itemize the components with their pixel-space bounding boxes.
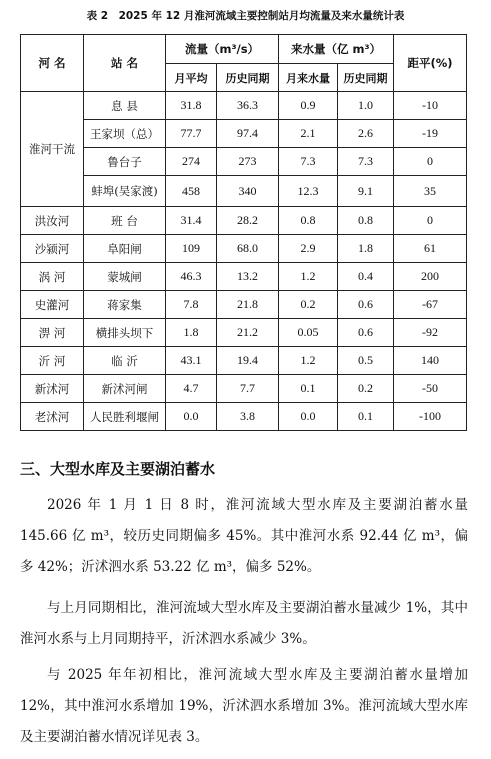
cell-station: 班 台 — [84, 207, 166, 235]
cell-volume: 7.3 — [279, 148, 338, 176]
cell-flow-avg: 0.0 — [166, 403, 217, 431]
cell-volume-hist: 0.6 — [338, 319, 394, 347]
cell-volume-hist: 0.2 — [338, 375, 394, 403]
cell-volume: 1.2 — [279, 263, 338, 291]
cell-station: 王家坝（总） — [84, 120, 166, 148]
cell-station: 蒙城闸 — [84, 263, 166, 291]
table-row — [21, 120, 467, 148]
cell-flow-avg: 46.3 — [166, 263, 217, 291]
table-row — [21, 235, 467, 263]
cell-volume-hist: 0.1 — [338, 403, 394, 431]
table-body — [21, 92, 467, 431]
cell-flow-hist: 340 — [217, 176, 279, 207]
cell-river: 新沭河 — [21, 375, 84, 403]
cell-anomaly: 61 — [394, 235, 467, 263]
cell-volume-hist: 9.1 — [338, 176, 394, 207]
cell-river: 淮河干流 — [21, 92, 84, 207]
cell-volume-hist: 0.6 — [338, 291, 394, 319]
cell-anomaly: -19 — [394, 120, 467, 148]
cell-flow-hist: 19.4 — [217, 347, 279, 375]
flow-statistics-table — [20, 34, 467, 431]
cell-flow-hist: 21.2 — [217, 319, 279, 347]
cell-flow-avg: 43.1 — [166, 347, 217, 375]
cell-anomaly: 0 — [394, 148, 467, 176]
table-caption: 表 2 2025 年 12 月淮河流域主要控制站月均流量及来水量统计表 — [86, 10, 405, 22]
cell-flow-avg: 109 — [166, 235, 217, 263]
cell-station: 横排头坝下 — [84, 319, 166, 347]
table-row — [21, 375, 467, 403]
cell-volume: 0.9 — [279, 92, 338, 120]
cell-volume-hist: 7.3 — [338, 148, 394, 176]
cell-anomaly: -92 — [394, 319, 467, 347]
header-river: 河 名 — [21, 35, 84, 92]
cell-anomaly: -67 — [394, 291, 467, 319]
cell-flow-hist: 3.8 — [217, 403, 279, 431]
cell-flow-hist: 273 — [217, 148, 279, 176]
header-flow-hist: 历史同期 — [217, 64, 279, 92]
cell-river: 史灌河 — [21, 291, 84, 319]
cell-station: 人民胜利堰闸 — [84, 403, 166, 431]
section-title: 三、大型水库及主要湖泊蓄水 — [20, 460, 216, 478]
cell-volume-hist: 1.0 — [338, 92, 394, 120]
table-row — [21, 263, 467, 291]
cell-anomaly: 0 — [394, 207, 467, 235]
header-vol-hist: 历史同期 — [338, 64, 394, 92]
table-row — [21, 319, 467, 347]
table-row — [21, 92, 467, 120]
cell-river: 沂 河 — [21, 347, 84, 375]
cell-flow-avg: 4.7 — [166, 375, 217, 403]
header-volume: 来水量（亿 m³） — [279, 35, 394, 64]
cell-anomaly: 200 — [394, 263, 467, 291]
cell-flow-avg: 274 — [166, 148, 217, 176]
cell-station: 新沭河闸 — [84, 375, 166, 403]
table-row — [21, 291, 467, 319]
cell-station: 蒋家集 — [84, 291, 166, 319]
cell-river: 沙颍河 — [21, 235, 84, 263]
table-row — [21, 347, 467, 375]
cell-river: 洪汝河 — [21, 207, 84, 235]
cell-station: 鲁台子 — [84, 148, 166, 176]
cell-volume: 0.1 — [279, 375, 338, 403]
cell-river: 涡 河 — [21, 263, 84, 291]
cell-flow-avg: 7.8 — [166, 291, 217, 319]
paragraph-3: 与 2025 年年初相比，淮河流域大型水库及主要湖泊蓄水量增加 12%，其中淮河水系增加 19%，沂沭泗水系增加 3%。淮河流域大型水库及主要湖泊蓄水情况详见表 3。 — [20, 667, 468, 745]
cell-flow-avg: 31.4 — [166, 207, 217, 235]
cell-flow-avg: 77.7 — [166, 120, 217, 148]
header-anomaly: 距平(%) — [394, 35, 467, 92]
table-row — [21, 176, 467, 207]
header-vol-month: 月来水量 — [279, 64, 338, 92]
cell-station: 蚌埠(吴家渡) — [84, 176, 166, 207]
cell-flow-hist: 36.3 — [217, 92, 279, 120]
cell-flow-hist: 21.8 — [217, 291, 279, 319]
cell-volume: 0.05 — [279, 319, 338, 347]
cell-volume-hist: 0.5 — [338, 347, 394, 375]
cell-volume: 12.3 — [279, 176, 338, 207]
cell-station: 临 沂 — [84, 347, 166, 375]
cell-anomaly: -50 — [394, 375, 467, 403]
cell-flow-avg: 1.8 — [166, 319, 217, 347]
cell-station: 息 县 — [84, 92, 166, 120]
table-row — [21, 403, 467, 431]
cell-anomaly: -100 — [394, 403, 467, 431]
cell-flow-hist: 13.2 — [217, 263, 279, 291]
paragraph-2: 与上月同期相比，淮河流域大型水库及主要湖泊蓄水量减少 1%，其中淮河水系与上月同期持平，沂沭泗水系减少 3%。 — [20, 600, 468, 647]
cell-volume: 0.2 — [279, 291, 338, 319]
header-station: 站 名 — [84, 35, 166, 92]
cell-flow-hist: 97.4 — [217, 120, 279, 148]
cell-volume: 1.2 — [279, 347, 338, 375]
cell-volume: 0.0 — [279, 403, 338, 431]
cell-river: 淠 河 — [21, 319, 84, 347]
cell-volume-hist: 2.6 — [338, 120, 394, 148]
cell-station: 阜阳闸 — [84, 235, 166, 263]
cell-river: 老沭河 — [21, 403, 84, 431]
cell-flow-hist: 7.7 — [217, 375, 279, 403]
cell-volume: 2.9 — [279, 235, 338, 263]
header-flow: 流量（m³/s） — [166, 35, 279, 64]
header-flow-avg: 月平均 — [166, 64, 217, 92]
cell-anomaly: -10 — [394, 92, 467, 120]
cell-volume-hist: 0.4 — [338, 263, 394, 291]
cell-volume: 2.1 — [279, 120, 338, 148]
table-row — [21, 207, 467, 235]
cell-volume-hist: 1.8 — [338, 235, 394, 263]
paragraph-1: 2026 年 1 月 1 日 8 时，淮河流域大型水库及主要湖泊蓄水量 145.66 亿 m³，较历史同期偏多 45%。其中淮河水系 92.44 亿 m³，偏多 42%；沂沭泗水系 53.22 亿 m³，偏多 52%。 — [20, 497, 468, 575]
cell-flow-hist: 68.0 — [217, 235, 279, 263]
table-row — [21, 148, 467, 176]
cell-flow-avg: 31.8 — [166, 92, 217, 120]
cell-anomaly: 35 — [394, 176, 467, 207]
cell-volume-hist: 0.8 — [338, 207, 394, 235]
cell-flow-hist: 28.2 — [217, 207, 279, 235]
cell-flow-avg: 458 — [166, 176, 217, 207]
cell-volume: 0.8 — [279, 207, 338, 235]
cell-anomaly: 140 — [394, 347, 467, 375]
